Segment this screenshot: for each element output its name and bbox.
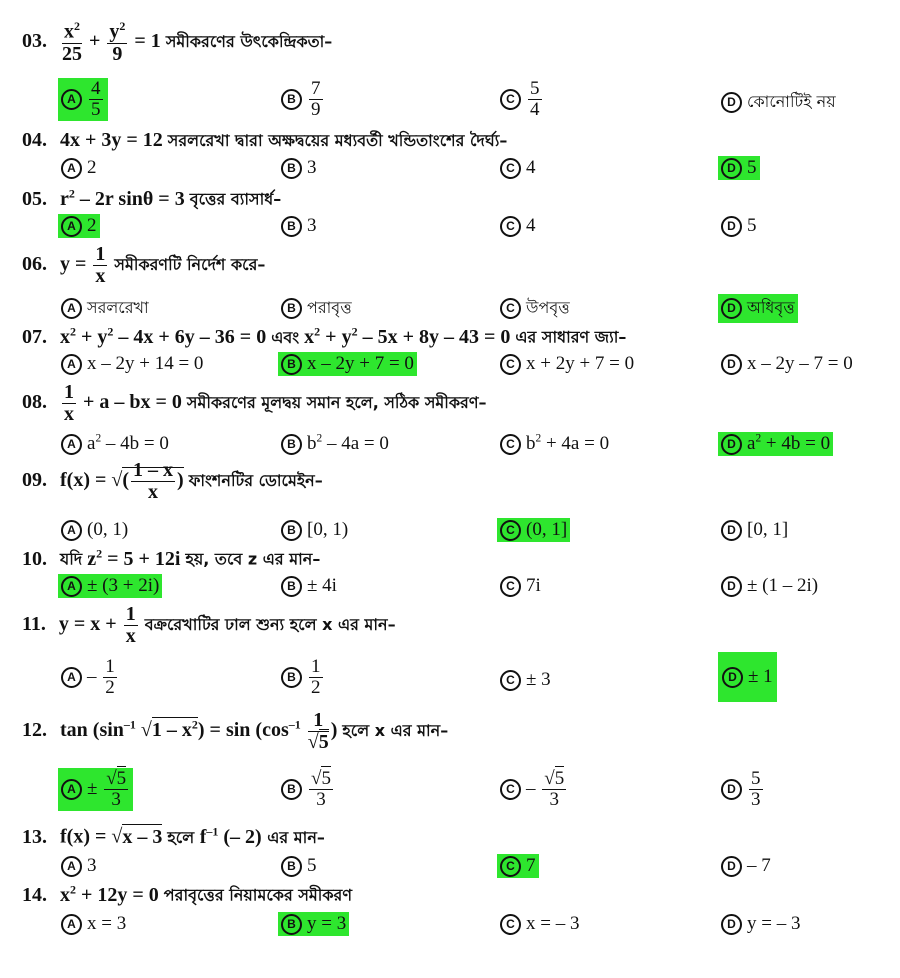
option-value: 3 [307,215,317,236]
option-value: সরলরেখা [87,298,149,317]
option-letter-c: C [500,298,521,319]
option-letter-a: A [61,216,82,237]
question-number: 05. [22,187,47,210]
question-number: 09. [22,469,47,492]
question-prefix: যদি [60,549,83,569]
option-letter-b: B [281,914,302,935]
question-number: 06. [22,253,47,276]
question-text: হলে $f^{-1}$ (– 2) এর মান– [167,824,325,848]
option-c[interactable]: C $\frac{5}{4}$ [497,78,547,121]
option-letter-a: A [61,89,82,110]
option-letter-b: B [281,354,302,375]
option-b[interactable] [278,156,320,180]
option-b[interactable] [278,854,320,878]
option-a[interactable] [58,656,122,699]
option-value: x = 3 [87,913,127,934]
option-letter-c: C [500,89,521,110]
option-letter-b: B [281,856,302,877]
option-value: (0, 1] [526,519,568,540]
question-text: হয়, তবে z এর মান– [185,549,321,569]
option-letter-a: A [61,520,82,541]
option-value: – $\frac{1}{2}$ [87,656,115,698]
question-number: 08. [22,391,47,414]
option-value: y = 3 [307,913,347,934]
option-letter-c: C [500,434,521,455]
option-letter-c: C [500,520,521,541]
option-value: 2 [87,157,97,178]
option-letter-c: C [500,856,521,877]
option-d[interactable] [718,854,774,878]
option-b[interactable] [278,574,340,598]
question-math: $\frac{1}{x}$ + a – bx = 0 [64,381,182,425]
option-b[interactable] [278,352,417,376]
option-b[interactable] [278,656,328,699]
question-text: সমীকরণটি নির্দেশ করে– [114,255,266,275]
option-value: – 7 [747,855,771,876]
option-value: (0, 1) [87,519,129,540]
option-letter-a: A [61,779,82,800]
option-letter-b: B [281,520,302,541]
option-value: $a^2 - 4b = 0$ [87,433,169,455]
option-letter-a: A [61,434,82,455]
option-letter-d: D [721,914,742,935]
option-c[interactable] [497,294,573,323]
option-value: 3 [87,855,97,876]
option-a[interactable] [58,912,129,936]
option-a[interactable] [58,854,100,878]
question-math: 4x + 3y = 12 [60,129,163,151]
option-value: [0, 1) [307,519,349,540]
option-c[interactable] [497,912,582,936]
option-value: 5 [307,855,317,876]
option-d[interactable] [718,652,777,702]
option-value: $\frac{√5}{3}$ [311,768,331,810]
question-text: সমীকরণের মূলদ্বয় সমান হলে, সঠিক সমীকরণ– [186,393,487,413]
option-a[interactable] [58,156,100,180]
option-d[interactable] [718,352,856,376]
option-value: – $\frac{√5}{3}$ [526,768,565,810]
option-c[interactable] [497,574,544,598]
option-a[interactable] [58,294,152,323]
question-math: $\tan (\sin^{-1}$ $√1 - x^2) = \sin (\cos^{-1}$ $\frac{1}{√5}$ ) [60,709,338,753]
option-value: ± (3 + 2i) [87,575,160,596]
option-letter-d: D [721,92,742,113]
option-letter-b: B [281,216,302,237]
option-letter-b: B [281,298,302,319]
option-value: উপবৃত্ত [526,298,570,317]
option-b[interactable] [278,432,392,456]
option-letter-b: B [281,779,302,800]
option-value: ± 1 [748,666,773,687]
option-letter-a: A [61,298,82,319]
option-a[interactable] [58,768,133,811]
option-c[interactable] [497,352,637,376]
option-value: $b^2 - 4a = 0$ [307,433,389,455]
option-value: পরাবৃত্ত [307,298,352,317]
question-text: বক্ররেখাটির ঢাল শুন্য হলে x এর মান– [144,615,396,635]
question-text: এর সাধারণ জ্যা– [515,327,627,347]
question-math: $\frac{x^2}{25}$ + $\frac{y^2}{9}$ = 1 [62,19,161,65]
option-value: $a^2 + 4b = 0$ [747,433,831,455]
option-letter-b: B [281,667,302,688]
option-letter-c: C [500,216,521,237]
option-b[interactable] [278,518,351,542]
option-value: x = – 3 [526,913,580,934]
question-math: f(x) = √( $\frac{1 - x}{x}$ ) [60,459,184,503]
option-value: ± $\frac{√5}{3}$ [87,768,127,810]
option-c[interactable] [497,432,612,456]
option-b[interactable]: B $\frac{7}{9}$ [278,78,328,121]
question-math: $x^2 + y^2 - 4x + 6y - 36 = 0$ এবং $x^2 + y^2 - 5x + 8y - 43 = 0$ [60,324,511,348]
option-letter-a: A [61,914,82,935]
question-text: বৃত্তের ব্যাসার্ধ– [189,189,282,209]
question-math: y = x + $\frac{1}{x}$ [58,603,136,647]
option-letter-c: C [500,576,521,597]
option-value: ± 4i [307,575,337,596]
option-value: x – 2y + 14 = 0 [87,353,204,374]
option-value: ± 3 [526,669,551,690]
option-value: 5 [747,157,757,178]
question-math: y = $\frac{1}{x}$ [60,243,106,287]
option-value: 3 [307,157,317,178]
option-letter-b: B [281,89,302,110]
option-a[interactable] [58,518,131,542]
option-letter-c: C [500,914,521,935]
option-value: অধিবৃত্ত [747,298,795,317]
option-value: 5 [747,215,757,236]
option-value: [0, 1] [747,519,789,540]
option-letter-d: D [721,158,742,179]
option-value: y = – 3 [747,913,801,934]
option-value: কোনোটিই নয় [747,92,836,111]
question-math: $z^2 = 5 + 12i$ [87,546,181,570]
option-d[interactable] [718,294,798,323]
question-number: 04. [22,129,47,151]
option-c[interactable] [497,668,554,692]
option-a[interactable] [58,432,172,456]
question-math: f(x) = √x – 3 [60,825,163,848]
option-value: 4 [526,157,536,178]
option-letter-d: D [721,434,742,455]
question-number: 14. [22,883,47,906]
option-letter-a: A [61,856,82,877]
option-value: $\frac{1}{2}$ [311,656,321,698]
option-b[interactable] [278,214,320,238]
question-number: 11. [22,613,46,636]
option-d[interactable] [718,214,760,238]
question-number: 07. [22,325,47,348]
option-d[interactable] [718,88,839,117]
option-b[interactable] [278,294,355,323]
option-letter-d: D [721,520,742,541]
option-value: 2 [87,215,97,236]
option-b[interactable] [278,912,349,936]
option-letter-d: D [722,667,743,688]
question-text: হলে x এর মান– [342,721,449,741]
option-d[interactable] [718,156,760,180]
option-letter-d: D [721,298,742,319]
question-number: 10. [22,547,47,570]
option-d[interactable] [718,518,791,542]
option-a[interactable] [58,574,162,598]
option-a[interactable] [58,352,206,376]
option-value: x – 2y – 7 = 0 [747,353,853,374]
question-text: ফাংশনটির ডোমেইন– [188,471,323,491]
option-d[interactable] [718,912,803,936]
option-letter-a: A [61,576,82,597]
option-letter-d: D [721,216,742,237]
question-text: পরাবৃত্তের নিয়ামকের সমীকরণ [163,885,353,905]
option-d[interactable] [718,768,768,811]
question-number: 03. [22,29,47,52]
option-c[interactable] [497,768,571,811]
question-text: সরলরেখা দ্বারা অক্ষদ্বয়ের মধ্যবর্তী খন্ডিতাংশের দৈর্ঘ্য– [167,131,508,150]
option-c[interactable] [497,156,539,180]
option-c[interactable] [497,854,539,878]
question-number: 13. [22,825,47,848]
option-letter-c: C [500,354,521,375]
question-math: $x^2 + 12y = 0$ [60,882,159,906]
question-text: সমীকরণের উৎকেন্দ্রিকতা– [165,31,333,51]
option-value: x + 2y + 7 = 0 [526,353,635,374]
option-a[interactable] [58,214,100,238]
option-letter-a: A [61,667,82,688]
option-value: $b^2 + 4a = 0$ [526,433,610,455]
option-letter-a: A [61,158,82,179]
option-letter-c: C [500,158,521,179]
option-letter-c: C [500,670,521,691]
option-d[interactable] [718,574,821,598]
option-value: 7i [526,575,541,596]
option-letter-d: D [721,856,742,877]
option-a[interactable]: A $\frac{4}{5}$ [58,78,108,121]
option-letter-d: D [721,576,742,597]
option-letter-a: A [61,354,82,375]
option-letter-b: B [281,158,302,179]
option-letter-c: C [500,779,521,800]
option-value: 7 [526,855,536,876]
question-math: $r^2 - 2r$ sinθ = 3 [60,186,185,210]
option-c[interactable] [497,214,539,238]
option-value: $\frac{5}{3}$ [751,768,761,810]
option-value: 4 [526,215,536,236]
option-b[interactable] [278,768,338,811]
option-c[interactable] [497,518,570,542]
option-letter-d: D [721,779,742,800]
question-number: 12. [22,719,47,742]
option-value: x – 2y + 7 = 0 [307,353,414,374]
option-d[interactable] [718,432,833,456]
option-letter-b: B [281,576,302,597]
option-value: ± (1 – 2i) [747,575,819,596]
option-letter-d: D [721,354,742,375]
option-letter-b: B [281,434,302,455]
